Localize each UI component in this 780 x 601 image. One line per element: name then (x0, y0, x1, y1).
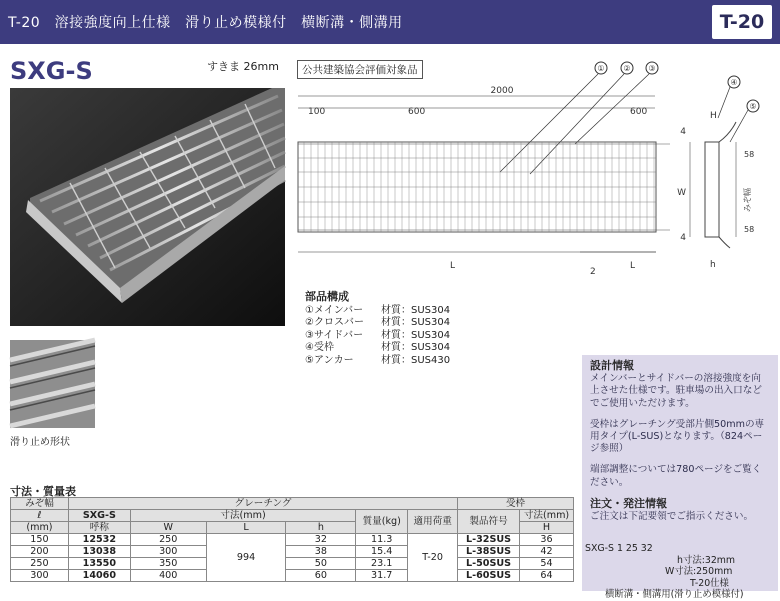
header-W: W (130, 522, 206, 534)
parts-list (305, 291, 450, 367)
part-row: ①メインバー 材質：SUS304 (305, 304, 451, 316)
marker-1: ① (597, 64, 605, 73)
design-paragraph-2: 受枠はグレーチング受部片側50mmの専用タイプ(L-SUS)となります。（824ページ参照） (590, 418, 765, 455)
dim-L: L (450, 261, 456, 271)
cell-load: T-20 (408, 534, 458, 582)
design-title: 設計情報 (590, 359, 634, 372)
part-row: ③サイドバー 材質：SUS304 (305, 329, 451, 341)
header-width: みぞ幅 (11, 498, 69, 510)
dim-2: 2 (590, 267, 596, 277)
order-title: 注文・発注情報 (590, 496, 667, 510)
dim-100: 100 (308, 107, 326, 117)
header-code: 製品符号 (458, 510, 520, 534)
grating-photo-graphic (10, 88, 285, 326)
table-row: 200 13038 300 38 15.4 L-38SUS 42 (11, 546, 574, 558)
table-title: 寸法・質量表 (10, 485, 76, 498)
table-row: 300 14060 400 60 31.7 L-60SUS 64 (11, 570, 574, 582)
side-label: みぞ幅 (743, 188, 752, 212)
order-t: T-20仕様 (690, 577, 729, 589)
marker-5: ⑤ (749, 102, 757, 111)
order-use: 横断溝・側溝用(滑り止め模様付) (605, 589, 744, 601)
header-width-sym: ℓ (11, 510, 69, 522)
header-model: SXG-S (68, 510, 130, 522)
order-w: W寸法:250mm (665, 566, 733, 578)
dim-600b: 600 (630, 107, 648, 117)
page-header (0, 0, 780, 44)
technical-drawing (290, 62, 780, 287)
table-row: 150 12532 250 994 32 11.3 T-20 L-32SUS 36 (11, 534, 574, 546)
header-grating: グレーチング (68, 498, 457, 510)
marker-3: ③ (648, 64, 656, 73)
dim-58a: 58 (744, 150, 755, 159)
part-row: ④受枠 材質：SUS304 (305, 342, 451, 353)
dim-2000: 2000 (490, 86, 514, 96)
photo-caption: 滑り止め形状 (10, 437, 70, 448)
spec-table (10, 497, 574, 582)
order-code: SXG-S 1 25 32 (585, 543, 653, 554)
header-load: 適用荷重 (408, 510, 458, 534)
header-L: L (206, 522, 286, 534)
gap-spec: すきま 26mm (207, 60, 279, 73)
cell-L: 994 (206, 534, 286, 582)
slip-pattern-graphic (10, 340, 95, 428)
dim-4b: 4 (680, 233, 686, 243)
header-frame: 受枠 (458, 498, 574, 510)
design-paragraph-3: 端部調整については780ページをご覧ください。 (590, 464, 762, 488)
dim-H: H (710, 111, 717, 121)
series-code-badge: T-20 (712, 5, 772, 39)
header-mass: 質量(kg) (356, 510, 408, 534)
order-paragraph: ご注文は下記要領でご指示ください。 (590, 511, 754, 523)
page-title: T-20 溶接強度向上仕様 滑り止め模様付 横断溝・側溝用 (8, 15, 403, 31)
order-code-diagram (585, 543, 744, 601)
dim-L2: L (630, 261, 636, 271)
header-dims: 寸法(mm) (130, 510, 355, 522)
part-markers (500, 62, 759, 174)
header-h: h (286, 522, 356, 534)
model-name: SXG-S (10, 57, 93, 85)
order-h: h寸法:32mm (677, 554, 736, 566)
dim-4a: 4 (680, 127, 686, 137)
header-H: H (520, 522, 574, 534)
product-photo (10, 88, 285, 326)
dim-h: h (710, 260, 716, 270)
parts-title: 部品構成 (305, 290, 349, 303)
dim-W: W (677, 188, 686, 198)
header-fdims: 寸法(mm) (520, 510, 574, 522)
part-row: ⑤アンカー 材質：SUS430 (305, 354, 451, 366)
dim-58b: 58 (744, 225, 755, 234)
certification-box: 公共建築協会評価対象品 (297, 60, 423, 79)
header-name: 呼称 (68, 522, 130, 534)
dim-600a: 600 (408, 107, 426, 117)
slip-pattern-photo (10, 340, 95, 428)
table-row: 250 13550 350 50 23.1 L-50SUS 54 (11, 558, 574, 570)
part-row: ②クロスバー 材質：SUS304 (305, 317, 451, 328)
marker-4: ④ (730, 78, 738, 87)
header-width-unit: (mm) (11, 522, 69, 534)
design-paragraph-1: メインバーとサイドバーの溶接強度を向上させた仕様です。駐車場の出入口などでご使用いただけます。 (590, 373, 762, 409)
marker-2: ② (623, 64, 631, 73)
